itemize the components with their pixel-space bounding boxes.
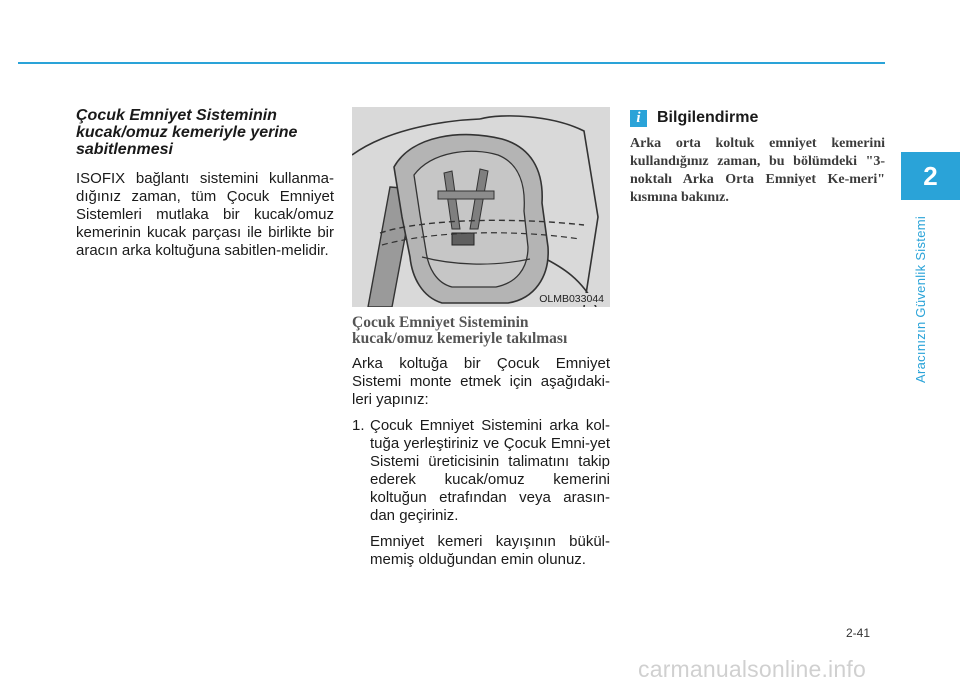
chapter-number-tab: 2: [901, 152, 960, 200]
section-intro-installing: Arka koltuğa bir Çocuk Emniyet Sistemi monte etmek için aşağıdaki-leri yapınız:: [352, 355, 610, 408]
list-item: [352, 417, 610, 525]
section-heading-fixing: Çocuk Emniyet Sisteminin kucak/omuz kemeriyle yerine sabitlenmesi: [76, 107, 298, 158]
step-note: Emniyet kemeri kayışının bükül-memiş olduğundan emin olunuz.: [370, 533, 610, 568]
section-body-fixing: ISOFIX bağlantı sistemini kullanma-dığınız zaman, tüm Çocuk Emniyet Sistemleri mutlaka bir kucak/omuz kemerinin kucak parçası ile birlikte bir aracın arka koltuğuna sabitlen-melidir.: [76, 170, 334, 259]
info-header: [630, 109, 885, 127]
page-number: 2-41: [846, 626, 871, 640]
child-seat-drawing: [352, 107, 610, 307]
info-text: Arka orta koltuk emniyet kemerini kullandığınız zaman, bu bölümdeki "3-noktalı Arka Orta Emniyet Ke-meri" kısmına bakınız.: [630, 136, 885, 205]
watermark-text: carmanualsonline.info: [638, 656, 866, 682]
top-rule: [18, 62, 885, 64]
step-list: [352, 417, 610, 569]
child-seat-illustration: [352, 107, 610, 307]
info-title: Bilgilendirme: [657, 109, 759, 126]
column-left: [76, 107, 334, 260]
figure-code-label: OLMB033044: [539, 293, 604, 305]
column-middle: [352, 107, 610, 569]
section-heading-installing: Çocuk Emniyet Sisteminin kucak/omuz kemeriyle takılması: [352, 314, 568, 347]
info-icon: i: [630, 110, 647, 127]
step-number: 1.: [352, 417, 365, 434]
column-right: [630, 107, 885, 207]
chapter-title-vertical: Aracınızın Güvenlik Sistemi: [913, 215, 928, 383]
step-text: Çocuk Emniyet Sistemini arka kol-tuğa yerleştiriniz ve Çocuk Emni-yet Sistemi üreticisinin talimatını takip ederek kucak/omuz kemerini koltuğun etrafından veya arasın-dan geçiriniz.: [370, 417, 610, 524]
